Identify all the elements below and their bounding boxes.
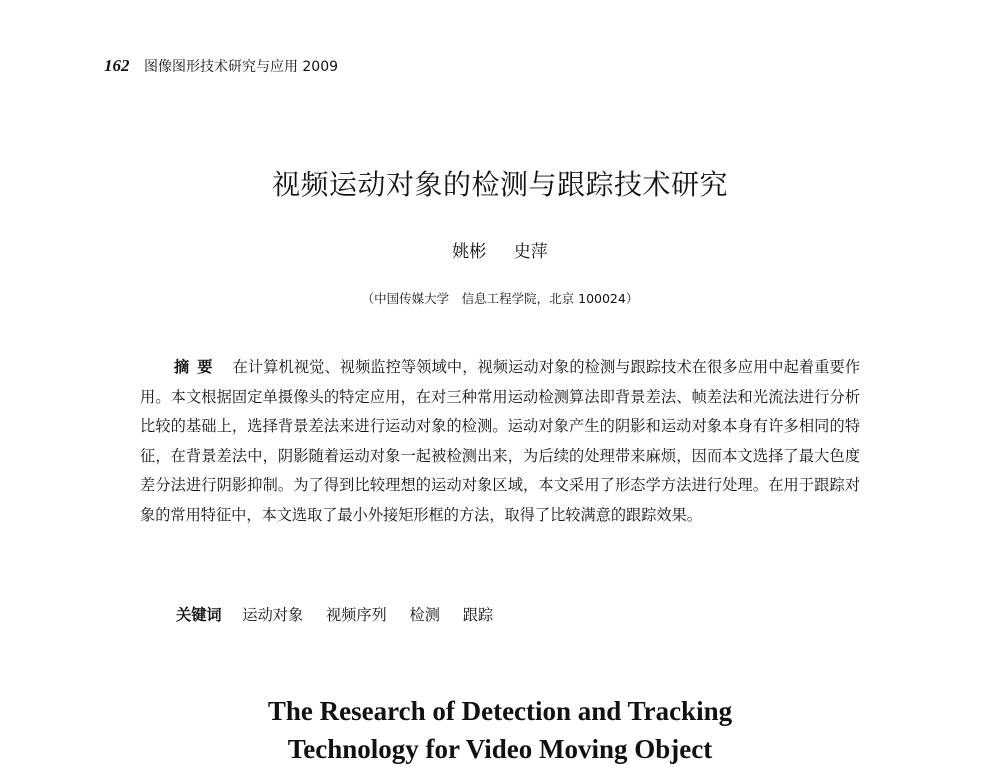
keyword: 跟踪 (462, 606, 494, 624)
author-name: 姚彬 (452, 242, 487, 262)
keyword: 检测 (409, 606, 440, 624)
english-title-line: Technology for Video Moving Object (287, 734, 713, 764)
chinese-title: 视频运动对象的检测与跟踪技术研究 (271, 168, 728, 201)
affiliation: （中国传媒大学 信息工程学院，北京 100024） (361, 291, 639, 306)
page-number: 162 (104, 56, 130, 75)
author-name: 史萍 (513, 242, 548, 262)
keyword: 视频序列 (325, 606, 387, 624)
keywords-label: 关键词 (176, 606, 222, 624)
keyword: 运动对象 (242, 606, 304, 624)
abstract-text: 在计算机视觉、视频监控等领域中，视频运动对象的检测与跟踪技术在很多应用中起着重要作用。本文根据固定单摄像头的特定应用，在对三种常用运动检测算法即背景差法、帧差法和光流法进行分析比较的基础上，选择背景差法来进行运动对象的检测。运动对象产生的阴影和运动对象本身有许多相同的特征，在背景差法中，阴影随着运动对象一起被检测出来，为后续的处理带来麻烦，因而本文选择了最大色度差分法进行阴影抑制。为了得到比较理想的运动对象区域，本文采用了形态学方法进行处理。在用于跟踪对象的常用特征中，本文选取了最小外接矩形框的方法，取得了比较满意的跟踪效果。 (140, 358, 861, 524)
author-list (0, 237, 1000, 262)
journal-name: 图像图形技术研究与应用 2009 (143, 59, 339, 75)
english-title-line: The Research of Detection and Tracking (267, 696, 733, 726)
keywords (176, 604, 511, 625)
running-header (104, 56, 338, 76)
abstract (140, 353, 860, 530)
english-title (0, 692, 1000, 768)
abstract-label: 摘要 (174, 358, 221, 376)
